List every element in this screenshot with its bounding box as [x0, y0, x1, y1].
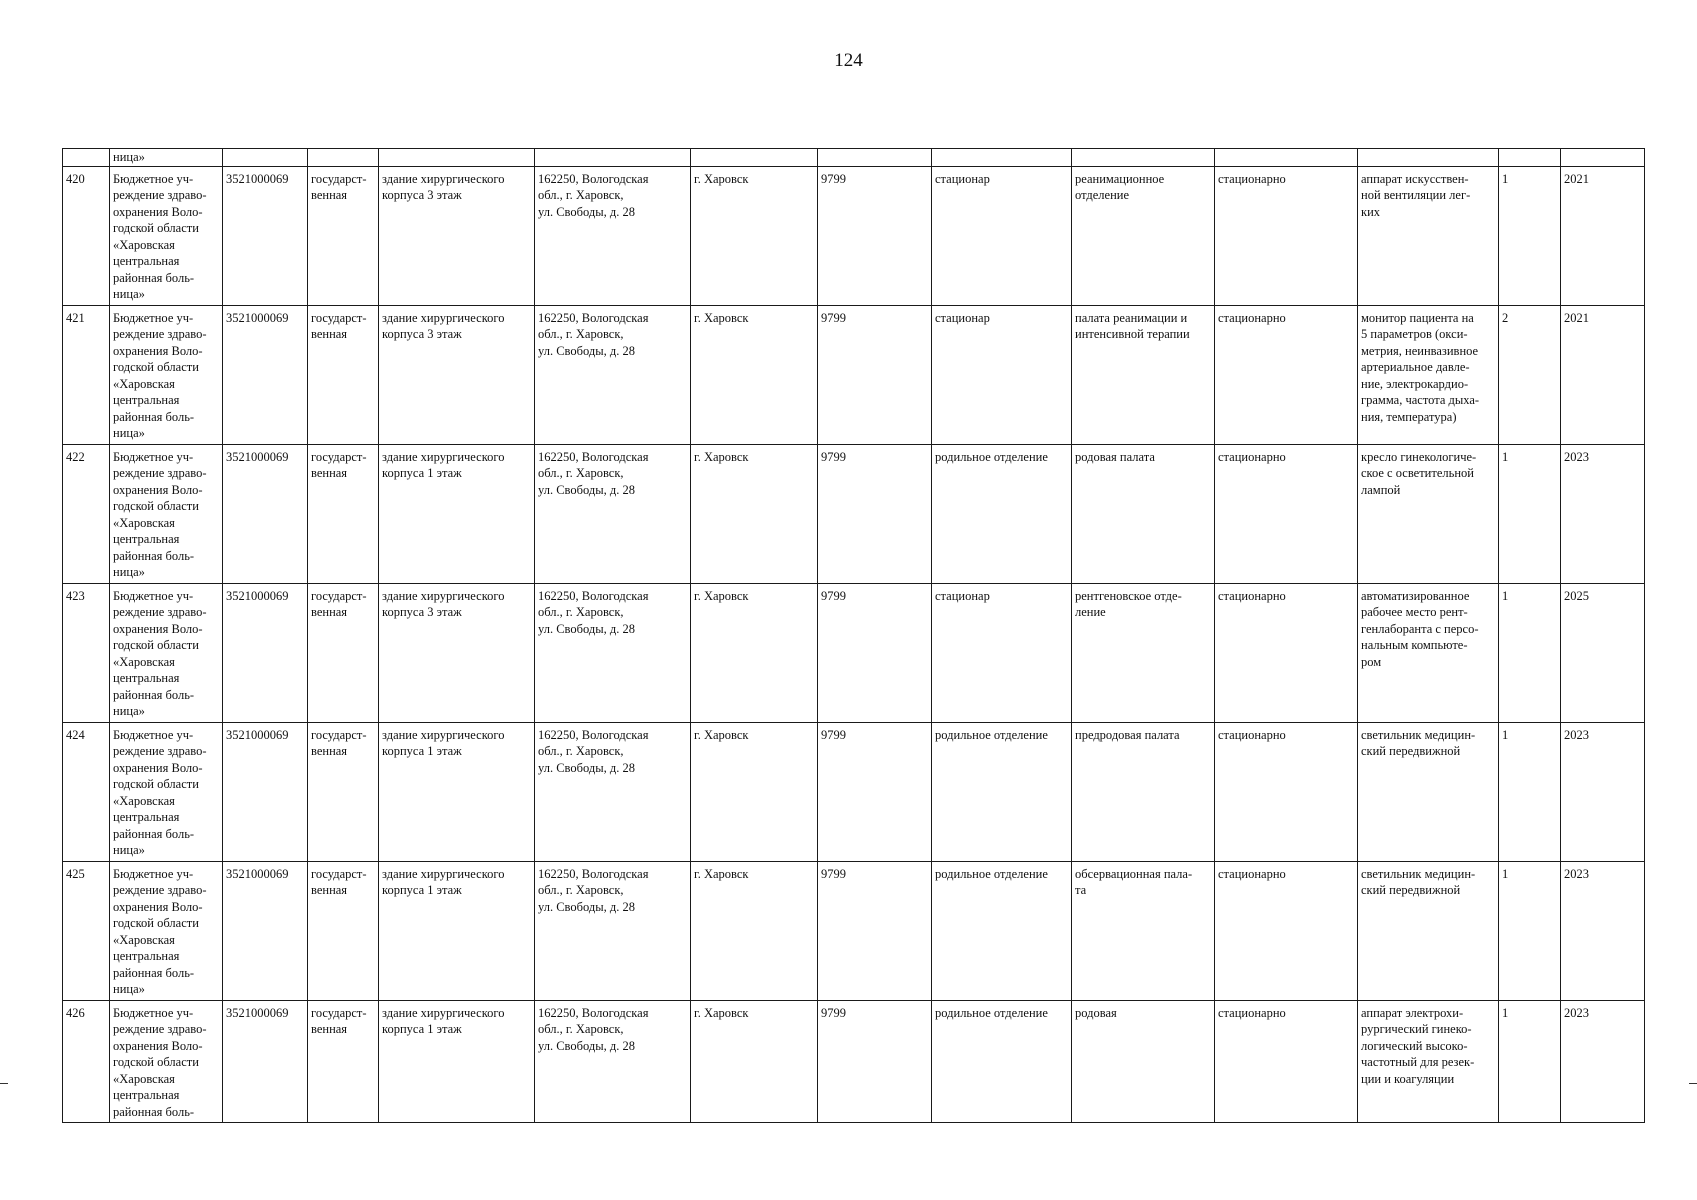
cell-address: 162250, Вологодская обл., г. Харовск, ул. Свободы, д. 28 — [535, 1000, 691, 1123]
cell-department: рентгеновское отде- ление — [1072, 583, 1215, 722]
cell-building: здание хирургического корпуса 3 этаж — [379, 305, 535, 444]
cell-year: 2023 — [1561, 861, 1645, 1000]
cell-equipment — [1358, 149, 1499, 167]
cell-mode: стационарно — [1215, 1000, 1358, 1123]
cell-num: 423 — [63, 583, 110, 722]
cell-num — [63, 149, 110, 167]
cell-code: 3521000069 — [223, 444, 308, 583]
cell-mode: стационарно — [1215, 305, 1358, 444]
cell-quantity: 1 — [1499, 1000, 1561, 1123]
cell-organization: Бюджетное уч- реждение здраво- охранения Воло- годской области «Харовская центральная районная боль- ница» — [110, 861, 223, 1000]
table-row — [63, 166, 1645, 305]
cell-num: 426 — [63, 1000, 110, 1123]
cell-building: здание хирургического корпуса 1 этаж — [379, 444, 535, 583]
cell-quantity: 1 — [1499, 722, 1561, 861]
cell-quantity: 1 — [1499, 583, 1561, 722]
scan-edge-mark-left — [0, 1083, 8, 1084]
table-row — [63, 861, 1645, 1000]
cell-year: 2021 — [1561, 166, 1645, 305]
cell-organization: Бюджетное уч- реждение здраво- охранения Воло- годской области «Харовская центральная районная боль- ница» — [110, 583, 223, 722]
cell-year: 2023 — [1561, 1000, 1645, 1123]
cell-code: 3521000069 — [223, 1000, 308, 1123]
cell-address: 162250, Вологодская обл., г. Харовск, ул. Свободы, д. 28 — [535, 722, 691, 861]
cell-department: обсервационная пала- та — [1072, 861, 1215, 1000]
cell-ownership — [308, 149, 379, 167]
cell-code: 3521000069 — [223, 583, 308, 722]
cell-address: 162250, Вологодская обл., г. Харовск, ул. Свободы, д. 28 — [535, 166, 691, 305]
cell-ownership: государст- венная — [308, 861, 379, 1000]
cell-mode: стационарно — [1215, 444, 1358, 583]
cell-year: 2025 — [1561, 583, 1645, 722]
cell-department: палата реанимации и интенсивной терапии — [1072, 305, 1215, 444]
cell-equipment: светильник медицин- ский передвижной — [1358, 861, 1499, 1000]
cell-num: 422 — [63, 444, 110, 583]
cell-ownership: государст- венная — [308, 1000, 379, 1123]
cell-num: 425 — [63, 861, 110, 1000]
cell-okved — [818, 149, 932, 167]
cell-unit: родильное отделение — [932, 861, 1072, 1000]
cell-year — [1561, 149, 1645, 167]
cell-city: г. Харовск — [691, 166, 818, 305]
cell-organization: Бюджетное уч- реждение здраво- охранения Воло- годской области «Харовская центральная районная боль- ница» — [110, 444, 223, 583]
cell-city: г. Харовск — [691, 1000, 818, 1123]
cell-organization: Бюджетное уч- реждение здраво- охранения Воло- годской области «Харовская центральная районная боль- — [110, 1000, 223, 1123]
cell-organization: Бюджетное уч- реждение здраво- охранения Воло- годской области «Харовская центральная районная боль- ница» — [110, 305, 223, 444]
cell-quantity: 1 — [1499, 166, 1561, 305]
cell-building: здание хирургического корпуса 3 этаж — [379, 166, 535, 305]
cell-building: здание хирургического корпуса 1 этаж — [379, 1000, 535, 1123]
cell-quantity: 1 — [1499, 444, 1561, 583]
cell-code: 3521000069 — [223, 166, 308, 305]
cell-okved: 9799 — [818, 305, 932, 444]
cell-okved: 9799 — [818, 583, 932, 722]
cell-year: 2021 — [1561, 305, 1645, 444]
cell-building: здание хирургического корпуса 1 этаж — [379, 722, 535, 861]
cell-city: г. Харовск — [691, 861, 818, 1000]
cell-organization: Бюджетное уч- реждение здраво- охранения Воло- годской области «Харовская центральная районная боль- ница» — [110, 722, 223, 861]
cell-year: 2023 — [1561, 722, 1645, 861]
table-row — [63, 444, 1645, 583]
cell-equipment: кресло гинекологиче- ское с осветительной лампой — [1358, 444, 1499, 583]
cell-ownership: государст- венная — [308, 166, 379, 305]
cell-quantity: 2 — [1499, 305, 1561, 444]
table-row — [63, 1000, 1645, 1123]
cell-address — [535, 149, 691, 167]
cell-num: 424 — [63, 722, 110, 861]
cell-equipment: монитор пациента на 5 параметров (окси- метрия, неинвазивное артериальное давле- ние, электрокардио- грамма, частота дыха- ния, температура) — [1358, 305, 1499, 444]
cell-address: 162250, Вологодская обл., г. Харовск, ул. Свободы, д. 28 — [535, 583, 691, 722]
cell-unit: родильное отделение — [932, 444, 1072, 583]
cell-department: родовая палата — [1072, 444, 1215, 583]
cell-organization: Бюджетное уч- реждение здраво- охранения Воло- годской области «Харовская центральная районная боль- ница» — [110, 166, 223, 305]
cell-address: 162250, Вологодская обл., г. Харовск, ул. Свободы, д. 28 — [535, 861, 691, 1000]
cell-num: 420 — [63, 166, 110, 305]
cell-city — [691, 149, 818, 167]
cell-okved: 9799 — [818, 444, 932, 583]
cell-mode — [1215, 149, 1358, 167]
cell-department: предродовая палата — [1072, 722, 1215, 861]
table-row — [63, 722, 1645, 861]
cell-year: 2023 — [1561, 444, 1645, 583]
cell-mode: стационарно — [1215, 861, 1358, 1000]
cell-unit — [932, 149, 1072, 167]
cell-code: 3521000069 — [223, 861, 308, 1000]
cell-okved: 9799 — [818, 1000, 932, 1123]
cell-building — [379, 149, 535, 167]
cell-city: г. Харовск — [691, 444, 818, 583]
cell-code: 3521000069 — [223, 305, 308, 444]
cell-ownership: государст- венная — [308, 444, 379, 583]
cell-equipment: автоматизированное рабочее место рент- генлаборанта с персо- нальным компьюте- ром — [1358, 583, 1499, 722]
cell-ownership: государст- венная — [308, 583, 379, 722]
cell-okved: 9799 — [818, 166, 932, 305]
table-row-continuation — [63, 149, 1645, 167]
cell-unit: родильное отделение — [932, 722, 1072, 861]
cell-unit: стационар — [932, 166, 1072, 305]
cell-equipment: светильник медицин- ский передвижной — [1358, 722, 1499, 861]
cell-mode: стационарно — [1215, 166, 1358, 305]
cell-mode: стационарно — [1215, 722, 1358, 861]
cell-equipment: аппарат электрохи- рургический гинеко- логический высоко- частотный для резек- ции и коагуляции — [1358, 1000, 1499, 1123]
table-row — [63, 583, 1645, 722]
cell-unit: родильное отделение — [932, 1000, 1072, 1123]
cell-quantity — [1499, 149, 1561, 167]
cell-department: реанимационное отделение — [1072, 166, 1215, 305]
cell-ownership: государст- венная — [308, 305, 379, 444]
cell-address: 162250, Вологодская обл., г. Харовск, ул. Свободы, д. 28 — [535, 305, 691, 444]
cell-ownership: государст- венная — [308, 722, 379, 861]
cell-building: здание хирургического корпуса 1 этаж — [379, 861, 535, 1000]
cell-address: 162250, Вологодская обл., г. Харовск, ул. Свободы, д. 28 — [535, 444, 691, 583]
cell-city: г. Харовск — [691, 722, 818, 861]
cell-city: г. Харовск — [691, 305, 818, 444]
equipment-table — [62, 148, 1645, 1123]
cell-okved: 9799 — [818, 722, 932, 861]
cell-num: 421 — [63, 305, 110, 444]
cell-department — [1072, 149, 1215, 167]
table-row — [63, 305, 1645, 444]
cell-okved: 9799 — [818, 861, 932, 1000]
scan-edge-mark-right — [1689, 1083, 1697, 1084]
cell-code: 3521000069 — [223, 722, 308, 861]
cell-code — [223, 149, 308, 167]
cell-unit: стационар — [932, 583, 1072, 722]
page-number: 124 — [834, 50, 863, 71]
cell-mode: стационарно — [1215, 583, 1358, 722]
cell-quantity: 1 — [1499, 861, 1561, 1000]
cell-equipment: аппарат искусствен- ной вентиляции лег- ких — [1358, 166, 1499, 305]
cell-unit: стационар — [932, 305, 1072, 444]
cell-city: г. Харовск — [691, 583, 818, 722]
cell-building: здание хирургического корпуса 3 этаж — [379, 583, 535, 722]
cell-organization: ница» — [110, 149, 223, 167]
cell-department: родовая — [1072, 1000, 1215, 1123]
